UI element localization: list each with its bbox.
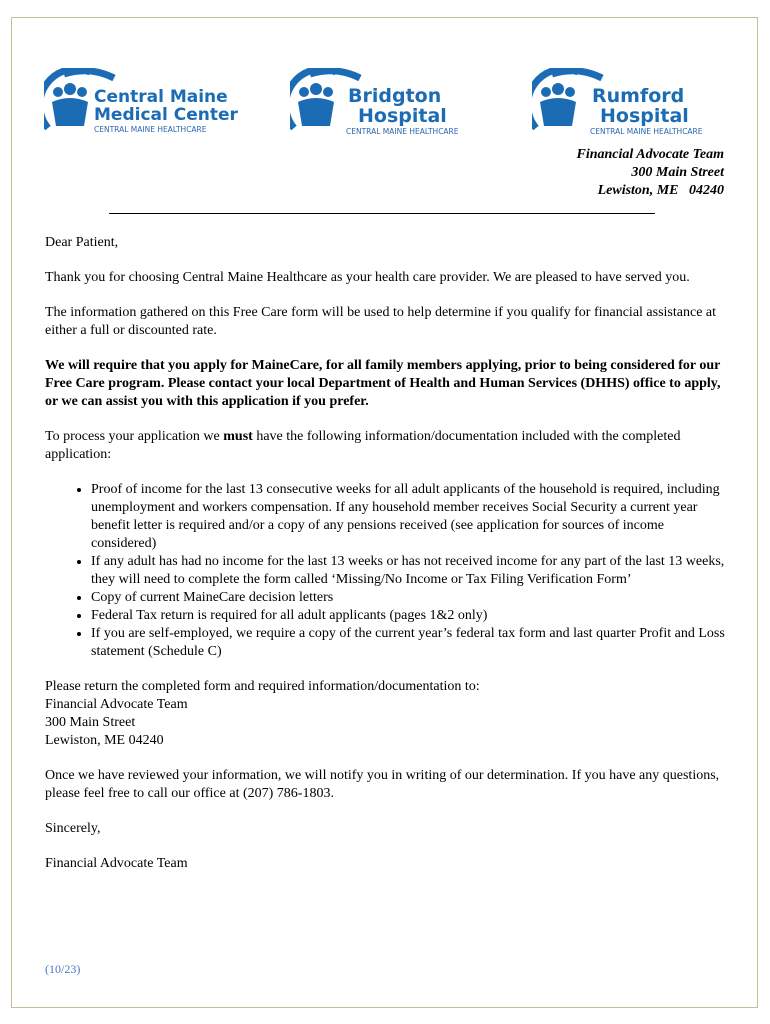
logo-tagline: CENTRAL MAINE HEALTHCARE xyxy=(94,125,207,134)
logo-tagline: CENTRAL MAINE HEALTHCARE xyxy=(346,127,459,136)
list-item: • Proof of income for the last 13 consecutive weeks for all adult applicants of the household is required, including unemployment and workers compensation. If any household member receives Social Security a current year benefit letter is required and/or a copy of any pensions received (see application for sources of income considered) xyxy=(91,481,725,553)
process-text-pre: To process your application we xyxy=(45,429,224,444)
paragraph-mainecare-requirement: We will require that you apply for MaineCare, for all family members applying, prior to being considered for our Free Care program. Please contact your local Department of Health and Human Services (DHHS) office to apply, or we can assist you with this application if you prefer. xyxy=(45,358,721,409)
person-icon xyxy=(299,87,309,97)
header-divider xyxy=(109,213,655,214)
return-intro: Please return the completed form and required information/documentation to: xyxy=(45,679,480,694)
person-icon xyxy=(310,83,322,95)
return-address-line1: Financial Advocate Team xyxy=(576,147,724,162)
logo-name-line2: Hospital xyxy=(600,105,689,127)
return-address xyxy=(576,146,724,200)
process-text-must: must xyxy=(223,429,253,444)
return-address-line3: Lewiston, ME 04240 xyxy=(597,183,724,198)
return-line2: 300 Main Street xyxy=(45,715,136,730)
signature: Financial Advocate Team xyxy=(45,856,188,871)
list-item: • Copy of current MaineCare decision letters xyxy=(91,589,725,607)
letter-body xyxy=(45,234,725,890)
person-icon xyxy=(77,87,87,97)
person-icon xyxy=(323,87,333,97)
return-line1: Financial Advocate Team xyxy=(45,697,188,712)
person-icon xyxy=(53,87,63,97)
paragraph-process xyxy=(45,428,725,464)
paragraph-thanks: Thank you for choosing Central Maine Healthcare as your health care provider. We are pleased to have served you. xyxy=(45,270,690,285)
person-icon xyxy=(552,83,564,95)
logo-bridgton-hospital xyxy=(290,68,480,138)
logo-name-line1: Rumford xyxy=(592,85,685,107)
person-icon xyxy=(64,83,76,95)
logo-rumford-hospital xyxy=(532,68,722,138)
list-item: • Federal Tax return is required for all adult applicants (pages 1&2 only) xyxy=(91,607,725,625)
paragraph-purpose: The information gathered on this Free Care form will be used to help determine if you qualify for financial assistance at either a full or discounted rate. xyxy=(45,305,717,338)
logo-central-maine-medical-center xyxy=(44,68,244,138)
closing: Sincerely, xyxy=(45,821,101,836)
list-item: • If you are self-employed, we require a copy of the current year’s federal tax form and last quarter Profit and Loss statement (Schedule C) xyxy=(91,625,725,661)
return-address-line2: 300 Main Street xyxy=(631,165,724,180)
logo-name-line2: Hospital xyxy=(358,105,447,127)
list-item: • If any adult has had no income for the last 13 weeks or has not received income for any part of the last 13 weeks, they will need to complete the form called ‘Missing/No Income or Tax Filing Verification Form’ xyxy=(91,553,725,589)
logo-name-line2: Medical Center xyxy=(94,105,238,125)
logo-name-line1: Central Maine xyxy=(94,87,228,107)
revision-date: (10/23) xyxy=(45,962,81,976)
greeting: Dear Patient, xyxy=(45,235,119,250)
person-icon xyxy=(565,87,575,97)
logo-tagline: CENTRAL MAINE HEALTHCARE xyxy=(590,127,703,136)
person-icon xyxy=(541,87,551,97)
return-line3: Lewiston, ME 04240 xyxy=(45,733,164,748)
process-text-post: have the following information/documentation included with the completed application: xyxy=(45,429,681,462)
logo-name-line1: Bridgton xyxy=(348,85,442,107)
paragraph-notification: Once we have reviewed your information, we will notify you in writing of our determination. If you have any questions, please feel free to call our office at (207) 786-1803. xyxy=(45,768,720,801)
return-instructions xyxy=(45,678,725,750)
requirements-list xyxy=(45,481,725,661)
